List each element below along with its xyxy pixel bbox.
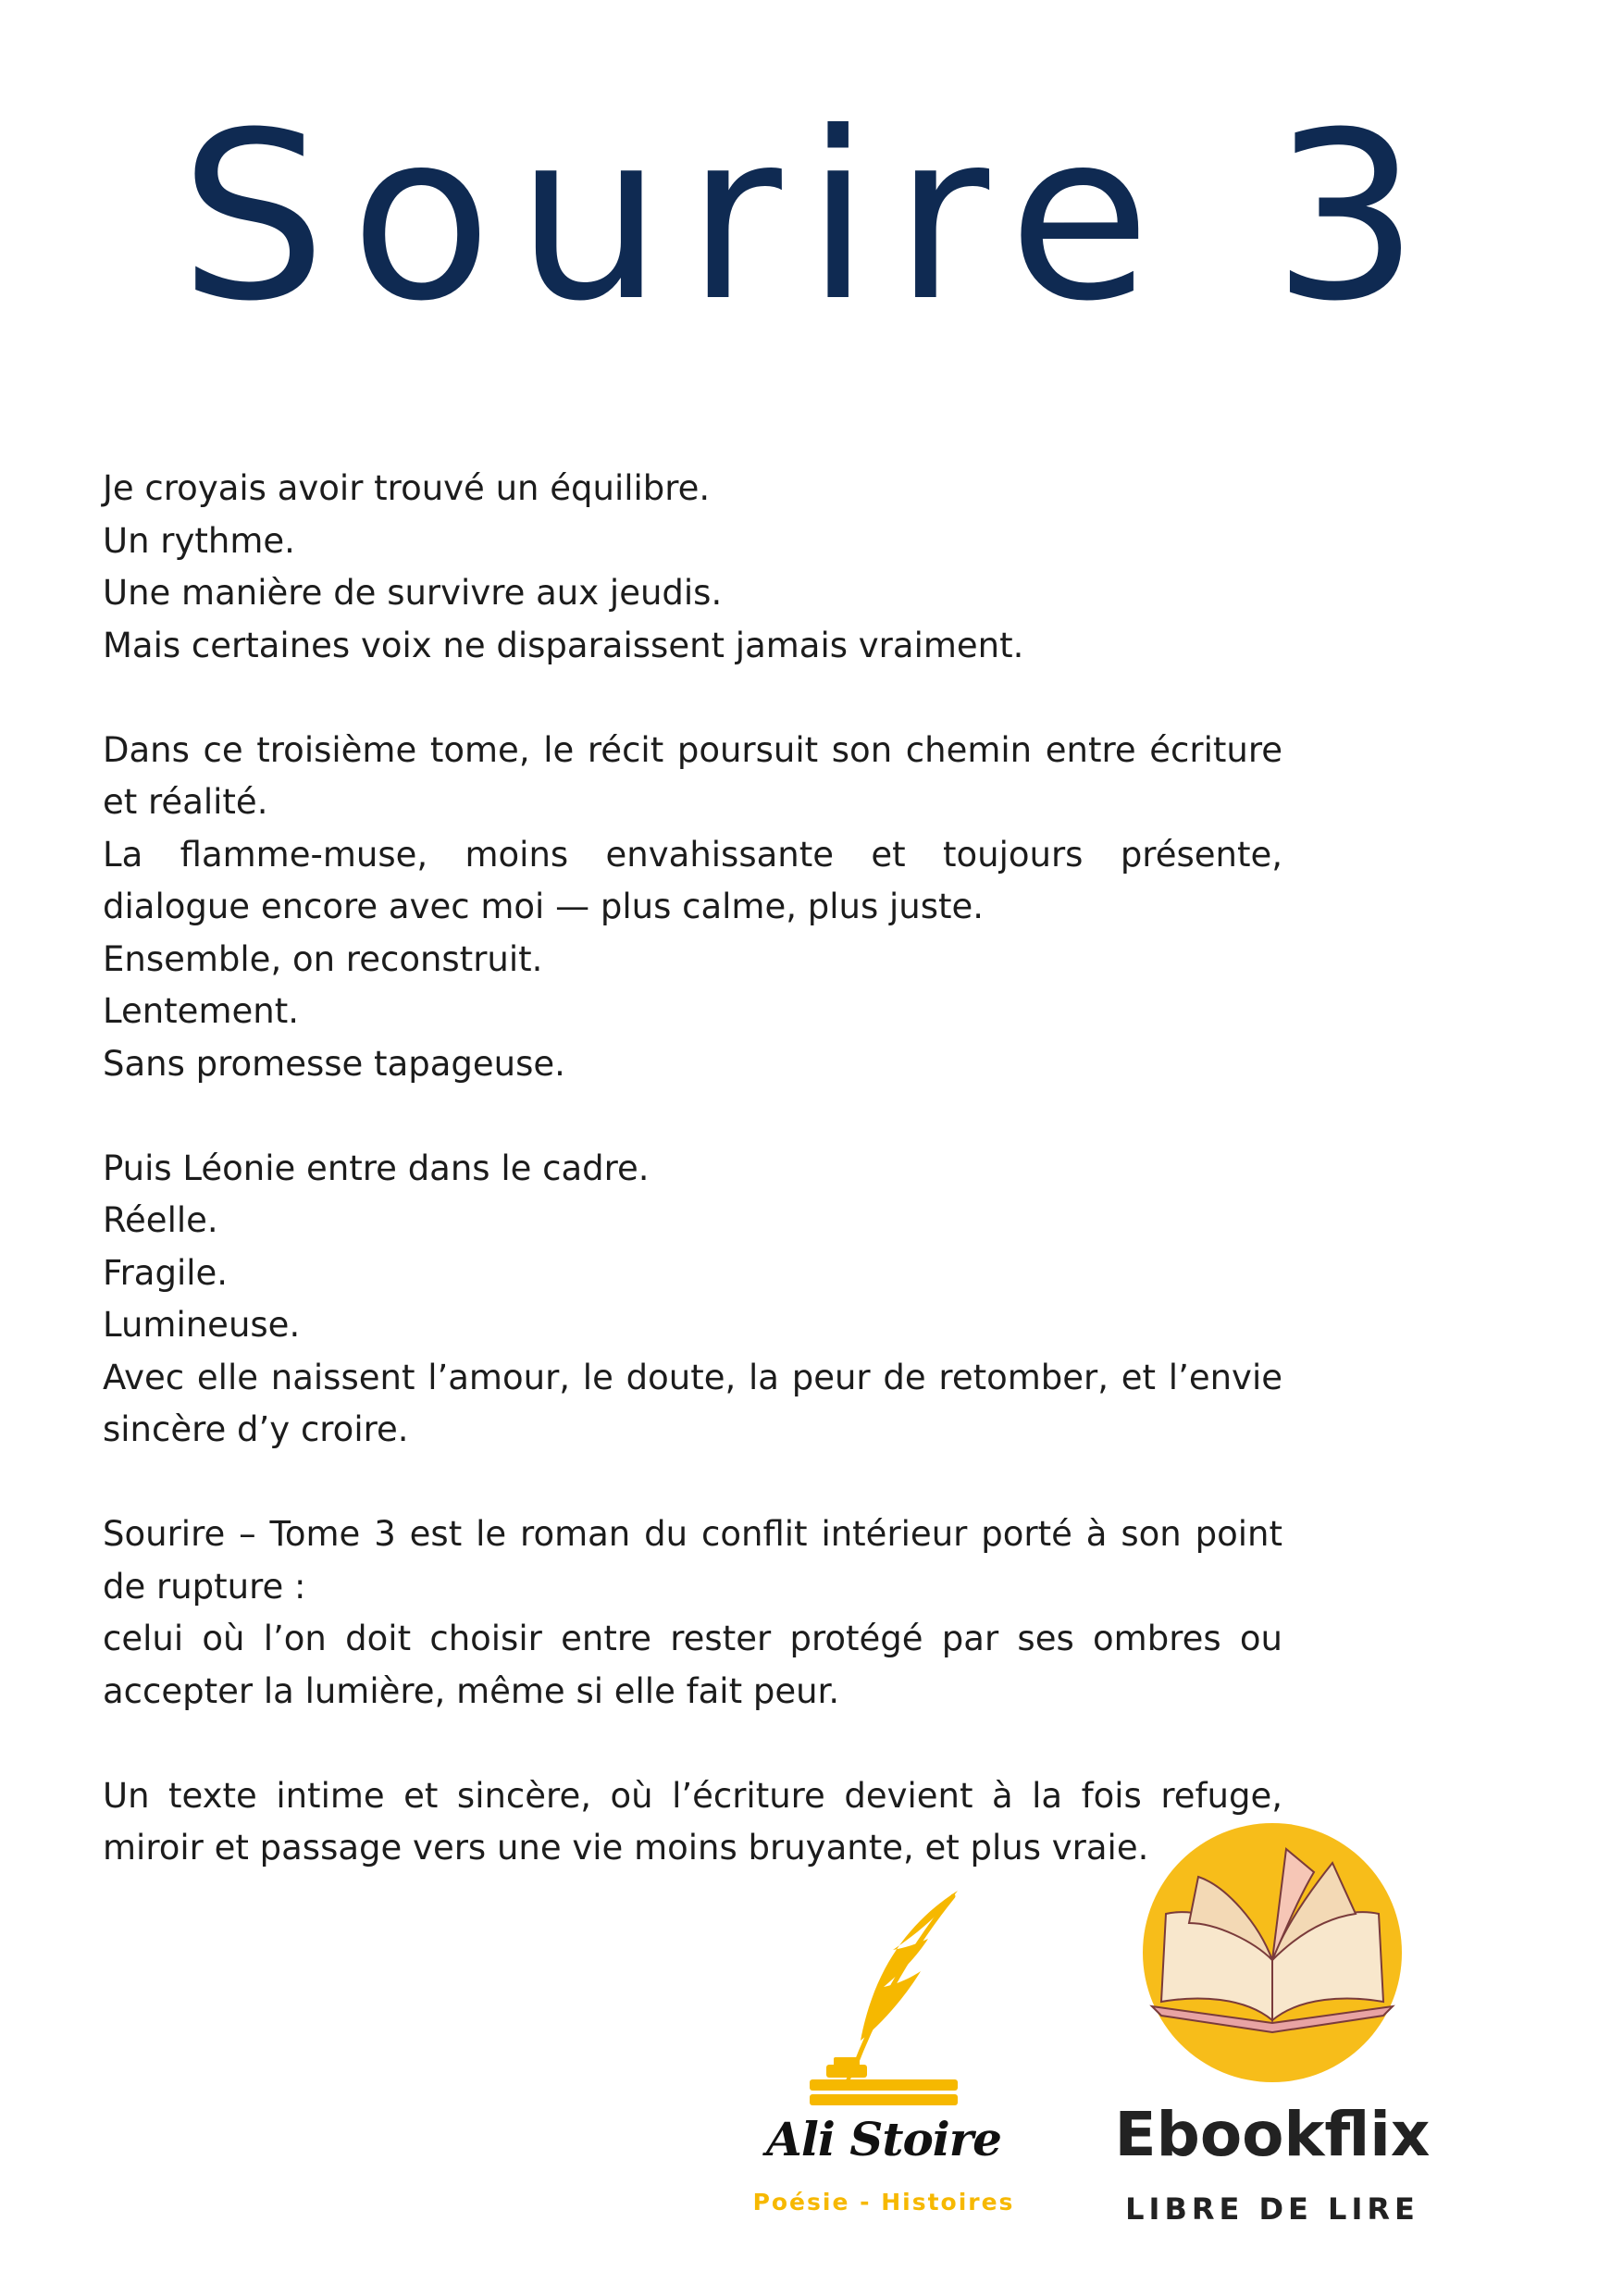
text-line: Lentement. xyxy=(103,991,299,1031)
open-book-icon xyxy=(1087,1821,1457,2090)
ebookflix-name: Ebookflix xyxy=(1114,2099,1431,2170)
text-line: celui où l’on doit choisir entre rester protégé par ses ombres ou xyxy=(103,1619,1282,1658)
description xyxy=(103,463,1282,1927)
ali-stoire-name: Ali Stoire xyxy=(766,2112,1001,2166)
text-line: Dans ce troisième tome, le récit poursuit son chemin entre écriture xyxy=(103,729,1282,770)
text-line: Mais certaines voix ne disparaissent jamais vraiment. xyxy=(103,625,1024,665)
text-line: de rupture : xyxy=(103,1566,306,1607)
text-line: La flamme-muse, moins envahissante et toujours présente, xyxy=(103,834,1282,875)
text-line: Un texte intime et sincère, où l’écriture devient à la fois refuge, xyxy=(103,1775,1282,1816)
ebookflix-tagline: LIBRE DE LIRE xyxy=(1125,2191,1419,2227)
text-line: Ensemble, on reconstruit. xyxy=(103,938,543,979)
paragraph-2 xyxy=(103,725,1282,1091)
paragraph-3 xyxy=(103,1143,1282,1457)
paragraph-4 xyxy=(103,1508,1282,1718)
page-title: Sourire 3 xyxy=(180,82,1443,352)
text-line: Réelle. xyxy=(103,1200,218,1240)
text-line: dialogue encore avec moi — plus calme, plus juste. xyxy=(103,887,985,926)
quill-inkwell-icon xyxy=(745,1883,1022,2110)
ali-stoire-logo xyxy=(745,1883,1022,2226)
text-line: Sans promesse tapageuse. xyxy=(103,1043,565,1084)
text-line: accepter la lumière, même si elle fait peur. xyxy=(103,1670,840,1711)
text-line: Un rythme. xyxy=(103,520,295,561)
text-line: Puis Léonie entre dans le cadre. xyxy=(103,1148,650,1188)
text-line: miroir et passage vers une vie moins bruyante, et plus vraie. xyxy=(103,1828,1149,1868)
text-line: et réalité. xyxy=(103,782,268,822)
text-line: sincère d’y croire. xyxy=(103,1409,409,1449)
ali-stoire-tagline: Poésie - Histoires xyxy=(752,2189,1015,2215)
ebookflix-logo xyxy=(1087,1821,1457,2238)
text-line: Fragile. xyxy=(103,1252,229,1293)
text-line: Lumineuse. xyxy=(103,1305,301,1345)
text-line: Une manière de survivre aux jeudis. xyxy=(103,573,723,613)
paragraph-1 xyxy=(103,463,1282,672)
text-line: Je croyais avoir trouvé un équilibre. xyxy=(103,468,711,508)
text-line: Avec elle naissent l’amour, le doute, la peur de retomber, et l’envie xyxy=(103,1357,1282,1397)
text-line: Sourire – Tome 3 est le roman du conflit intérieur porté à son point xyxy=(103,1514,1282,1554)
